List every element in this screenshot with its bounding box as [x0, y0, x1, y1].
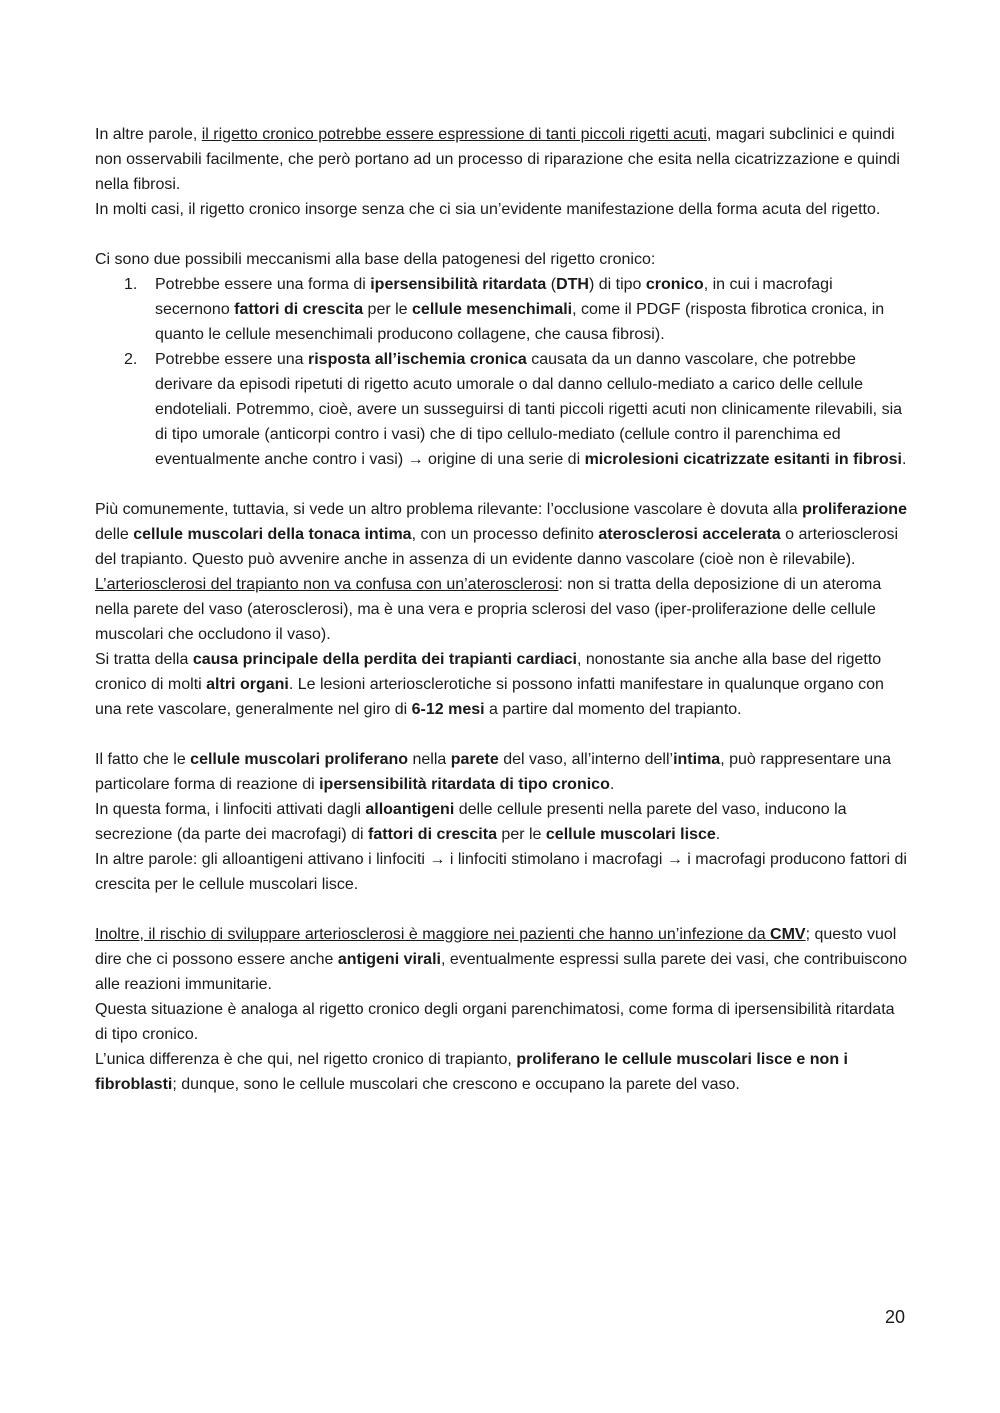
text-span: a partire dal momento del trapianto.	[484, 701, 742, 718]
bold-term: cellule muscolari della tonaca intima	[133, 526, 412, 543]
bold-term: CMV	[770, 926, 806, 943]
bold-term: microlesioni cicatrizzate esitanti in fibrosi	[584, 451, 902, 468]
bold-term: proliferano le cellule muscolari lisce e non i fibroblasti	[95, 1051, 848, 1093]
text-span: delle cellule presenti nella parete del vaso, inducono la secrezione (da parte dei macrofagi) di	[95, 801, 847, 843]
page-number: 20	[884, 1307, 905, 1327]
list-number: 2.	[124, 351, 138, 368]
text-span: , in cui i macrofagi secernono	[155, 276, 833, 318]
text-span: .	[715, 826, 721, 843]
paragraph-2: In molti casi, il rigetto cronico insorge senza che ci sia un’evidente manifestazione della forma acuta del rigetto.	[95, 201, 881, 218]
paragraph-7	[95, 797, 907, 847]
bold-term: cellule muscolari proliferano	[190, 751, 409, 768]
text-span: : non si tratta della deposizione di un ateroma nella parete del vaso (aterosclerosi), ma è una vera e propria sclerosi del vaso (iper-proliferazione delle cellule muscolari che occludono il vaso).	[95, 576, 882, 643]
text-span: ) di tipo	[588, 276, 646, 293]
list-intro: Ci sono due possibili meccanismi alla base della patogenesi del rigetto cronico:	[95, 251, 656, 268]
underlined-phrase: il rigetto cronico potrebbe essere espressione di tanti piccoli rigetti acuti	[201, 126, 707, 143]
paragraph-spacer	[95, 222, 907, 247]
text-span: (	[546, 276, 557, 293]
bold-term: proliferazione	[802, 501, 907, 518]
text-span: Il fatto che le	[95, 751, 191, 768]
text-span: , può rappresentare una particolare forma di reazione di	[95, 751, 891, 793]
bold-term: cronico	[645, 276, 704, 293]
text-span: Inoltre, il rischio di sviluppare arteriosclerosi è maggiore nei pazienti che hanno un’infezione da	[95, 926, 771, 943]
bold-term: DTH	[556, 276, 589, 293]
text-span: o arteriosclerosi del trapianto. Questo può avvenire anche in assenza di un evidente danno vascolare (cioè non è rilevabile).	[95, 526, 899, 568]
bold-term: risposta all’ischemia cronica	[308, 351, 527, 368]
text-span: In altre parole,	[95, 126, 202, 143]
bold-term: fattori di crescita	[234, 301, 364, 318]
text-span: , eventualmente espressi sulla parete dei vasi, che contribuiscono alle reazioni immunitarie.	[95, 951, 907, 993]
text-span: delle	[95, 526, 134, 543]
paragraph-9	[95, 922, 907, 997]
bold-term: 6-12 mesi	[411, 701, 485, 718]
text-span: per le	[363, 301, 413, 318]
text-span: , come il PDGF (risposta fibrotica cronica, in quanto le cellule mesenchimali producono collagene, che causa fibrosi).	[155, 301, 885, 343]
text-span: ; questo vuol dire che ci possono essere anche	[95, 926, 897, 968]
bold-term: antigeni virali	[337, 951, 441, 968]
text-span: del vaso, all’interno dell’	[498, 751, 674, 768]
paragraph-6	[95, 747, 907, 797]
text-span: ; dunque, sono le cellule muscolari che crescono e occupano la parete del vaso.	[172, 1076, 740, 1093]
text-span: .	[609, 776, 615, 793]
text-span: , magari subclinici e quindi non osservabili facilmente, che però portano ad un processo di riparazione che esita nella cicatrizzazione e quindi nella fibrosi.	[95, 126, 900, 193]
bold-term: altri organi	[206, 676, 289, 693]
paragraph-8: In altre parole: gli alloantigeni attivano i linfociti → i linfociti stimolano i macrofagi → i macrofagi producono fattori di crescita per le cellule muscolari lisce.	[95, 851, 907, 893]
paragraph-spacer	[95, 472, 907, 497]
bold-term: fattori di crescita	[368, 826, 497, 843]
text-span: , con un processo definito	[411, 526, 599, 543]
bold-term: ipersensibilità ritardata di tipo cronico	[319, 776, 610, 793]
bold-term: ipersensibilità ritardata	[370, 276, 547, 293]
bold-term: parete	[450, 751, 499, 768]
paragraph-spacer	[95, 722, 907, 747]
bold-term: cellule mesenchimali	[412, 301, 573, 318]
paragraph-11	[95, 1047, 907, 1097]
paragraph-3	[95, 497, 907, 572]
paragraph-10: Questa situazione è analoga al rigetto cronico degli organi parenchimatosi, come forma di ipersensibilità ritardata di tipo cronico.	[95, 1001, 895, 1043]
bold-term: causa principale della perdita dei trapianti cardiaci	[192, 651, 577, 668]
text-span: L’unica differenza è che qui, nel rigetto cronico di trapianto,	[95, 1051, 517, 1068]
bold-term: aterosclerosi accelerata	[598, 526, 781, 543]
bold-term: intima	[673, 751, 721, 768]
list-item-1	[95, 272, 907, 347]
text-span: nella	[408, 751, 451, 768]
text-span: .	[902, 451, 907, 468]
paragraph-1	[95, 122, 907, 197]
text-span: In questa forma, i linfociti attivati dagli	[95, 801, 366, 818]
numbered-list	[95, 272, 907, 472]
text-span: . Le lesioni arteriosclerotiche si possono infatti manifestare in qualunque organo con una rete vascolare, generalmente nel giro di	[95, 676, 884, 718]
bold-term: cellule muscolari lisce	[545, 826, 716, 843]
text-span: , nonostante sia anche alla base del rigetto cronico di molti	[95, 651, 882, 693]
list-item-2	[95, 347, 907, 472]
underlined-phrase	[95, 926, 806, 943]
paragraph-5	[95, 647, 907, 722]
text-span: per le	[496, 826, 546, 843]
text-span: causata da un danno vascolare, che potrebbe derivare da episodi ripetuti di rigetto acuto umorale o dal danno cellulo-mediato a carico delle cellule endoteliali. Potremmo, cioè, avere un susseguirsi di tanti piccoli rigetti acuti non clinicamente rilevabili, sia di tipo umorale (anticorpi contro i vasi) che di tipo cellulo-mediato (cellule contro il parenchima ed eventualmente anche contro i vasi) → origine di una serie di	[155, 351, 903, 468]
paragraph-spacer	[95, 897, 907, 922]
paragraph-4	[95, 572, 907, 647]
text-span: Si tratta della	[95, 651, 193, 668]
document-body	[95, 122, 907, 1097]
list-number: 1.	[124, 276, 138, 293]
underlined-phrase: L’arteriosclerosi del trapianto non va confusa con un’aterosclerosi	[95, 576, 559, 593]
text-span: Potrebbe essere una	[155, 351, 308, 368]
bold-term: alloantigeni	[365, 801, 455, 818]
text-span: Potrebbe essere una forma di	[155, 276, 371, 293]
text-span: Più comunemente, tuttavia, si vede un altro problema rilevante: l’occlusione vascolare è dovuta alla	[95, 501, 803, 518]
